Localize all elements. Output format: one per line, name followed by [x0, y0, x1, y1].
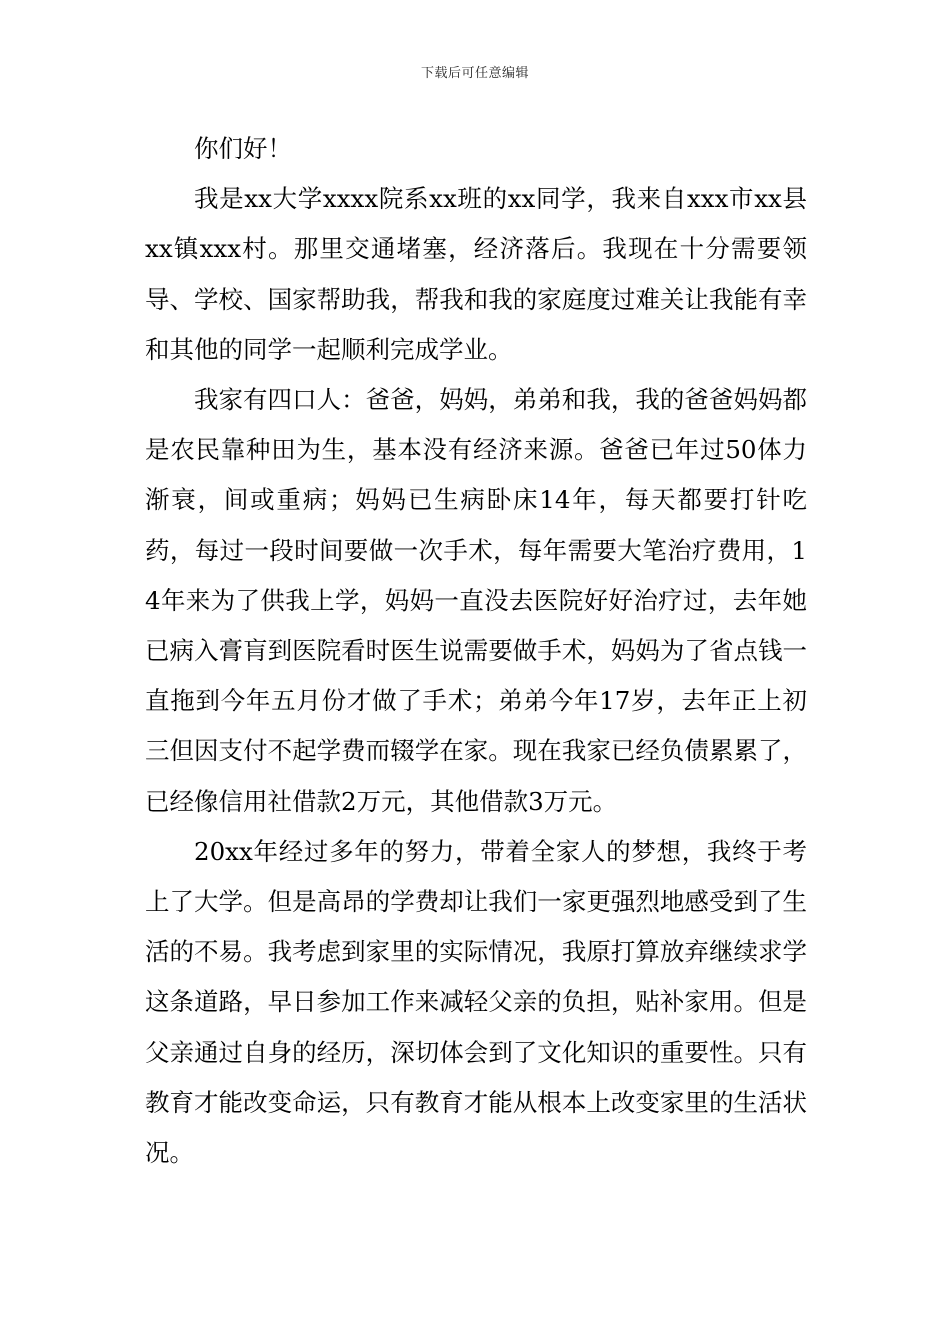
paragraph-family-situation: 我家有四口人：爸爸，妈妈，弟弟和我，我的爸爸妈妈都是农民靠种田为生，基本没有经济来源。爸爸已年过50体力渐衰，间或重病；妈妈已生病卧床14年，每天都要打针吃药，每过一段时间要做一次手术，每年需要大笔治疗费用，14年来为了供我上学，妈妈一直没去医院好好治疗过，去年她已病入膏肓到医院看时医生说需要做手术，妈妈为了省点钱一直拖到今年五月份才做了手术；弟弟今年17岁，去年正上初三但因支付不起学费而辍学在家。现在我家已经负债累累了，已经像信用社借款2万元，其他借款3万元。	[145, 385, 807, 816]
header-note: 下载后可任意编辑	[420, 66, 529, 81]
paragraph-college-admission: 20xx年经过多年的努力，带着全家人的梦想，我终于考上了大学。但是高昂的学费却让我们一家更强烈地感受到了生活的不易。我考虑到家里的实际情况，我原打算放弃继续求学这条道路，早日参加工作来减轻父亲的负担，贴补家用。但是父亲通过自身的经历，深切体会到了文化知识的重要性。只有教育才能改变命运，只有教育才能从根本上改变家里的生活状况。	[145, 836, 807, 1168]
letter-body	[145, 124, 807, 1178]
paragraph-greeting: 你们好！	[194, 134, 292, 163]
paragraph-introduction: 我是xx大学xxxx院系xx班的xx同学，我来自xxx市xx县xx镇xxx村。那里交通堵塞，经济落后。我现在十分需要领导、学校、国家帮助我，帮我和我的家庭度过难关让我能有幸和其他的同学一起顺利完成学业。	[145, 184, 807, 364]
